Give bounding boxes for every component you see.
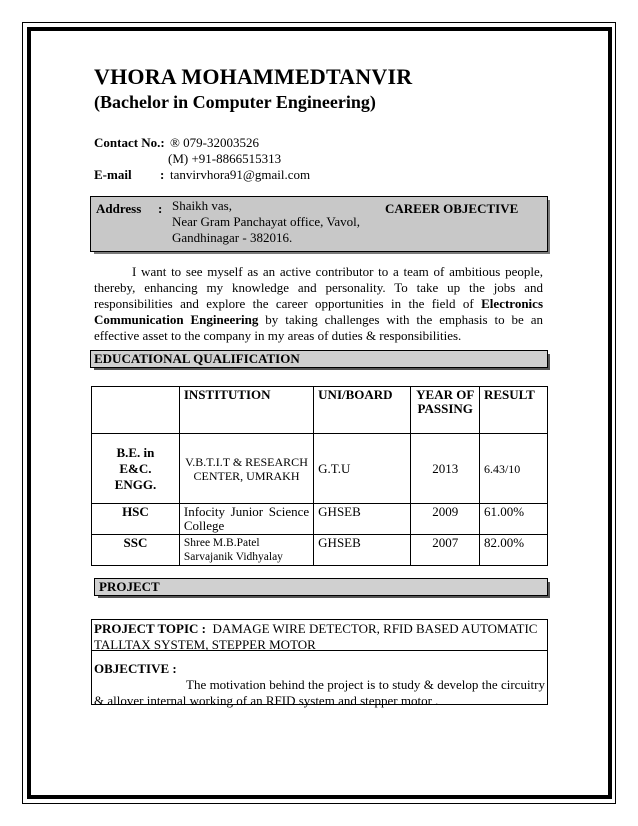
email-value[interactable]: tanvirvhora91@gmail.com bbox=[170, 167, 311, 182]
table-cell-year: 2013 bbox=[411, 434, 480, 504]
address-colon: : bbox=[158, 201, 163, 216]
project-topic bbox=[94, 621, 539, 653]
contact-phone-2: (M) +91-8866515313 bbox=[168, 151, 282, 166]
table-row bbox=[92, 535, 548, 566]
address-label: Address bbox=[96, 201, 142, 216]
table-cell-board: G.T.U bbox=[314, 434, 411, 504]
table-cell-degree: B.E. in E&C. ENGG. bbox=[92, 434, 180, 504]
table-cell-degree: HSC bbox=[92, 504, 180, 535]
table-header-result: RESULT bbox=[479, 387, 547, 434]
table-cell-degree: SSC bbox=[92, 535, 180, 566]
address-line-1: Shaikh vas, bbox=[172, 198, 232, 213]
project-topic-text: DAMAGE WIRE DETECTOR, RFID BASED AUTOMATIC TALLTAX SYSTEM, STEPPER MOTOR bbox=[94, 621, 538, 652]
table-row bbox=[92, 434, 548, 504]
table-header-cell bbox=[92, 387, 180, 434]
career-text-part-2: by taking challenges with the emphasis to be an effective asset to the company in my areas of duties & responsibilities. bbox=[94, 312, 543, 343]
table-cell-year: 2009 bbox=[411, 504, 480, 535]
table-cell-institution: Shree M.B.Patel Sarvajanik Vidhyalay bbox=[179, 535, 313, 566]
candidate-degree: (Bachelor in Computer Engineering) bbox=[94, 92, 376, 112]
table-cell-board: GHSEB bbox=[314, 504, 411, 535]
table-row bbox=[92, 504, 548, 535]
table-cell-result: 6.43/10 bbox=[479, 434, 547, 504]
address-line-2: Near Gram Panchayat office, Vavol, bbox=[172, 214, 360, 229]
project-topic-label: PROJECT TOPIC : bbox=[94, 621, 206, 636]
table-cell-institution: V.B.T.I.T & RESEARCH CENTER, UMRAKH bbox=[179, 434, 313, 504]
project-heading-bar bbox=[94, 578, 548, 596]
project-objective-content: The motivation behind the project is to study & develop the circuitry & allover internal working of an RFID system and stepper motor . bbox=[94, 677, 545, 708]
table-header-board: UNI/BOARD bbox=[314, 387, 411, 434]
table-cell-year: 2007 bbox=[411, 535, 480, 566]
education-heading: EDUCATIONAL QUALIFICATION bbox=[94, 351, 300, 366]
education-table bbox=[91, 386, 548, 566]
table-header-institution: INSTITUTION bbox=[179, 387, 313, 434]
table-header-year: YEAR OF PASSING bbox=[411, 387, 480, 434]
project-objective-text bbox=[94, 677, 545, 709]
table-cell-result: 61.00% bbox=[479, 504, 547, 535]
candidate-name: VHORA MOHAMMEDTANVIR bbox=[94, 64, 413, 89]
project-objective-label: OBJECTIVE : bbox=[94, 661, 177, 676]
career-text-part-1: I want to see myself as an active contributor to a team of ambitious people, thereby, enhancing my knowledge and personality. To take up the jobs and responsibilities and explore the career opportunities in the field of bbox=[94, 264, 543, 311]
email-label: E-mail bbox=[94, 167, 132, 182]
email-colon: : bbox=[160, 167, 165, 182]
project-heading: PROJECT bbox=[99, 579, 160, 594]
address-line-3: Gandhinagar - 382016. bbox=[172, 230, 293, 245]
career-objective-text bbox=[94, 264, 543, 344]
table-header-row bbox=[92, 387, 548, 434]
contact-phone-1: ® 079-32003526 bbox=[170, 135, 259, 150]
table-cell-institution: Infocity Junior Science College bbox=[179, 504, 313, 535]
contact-label: Contact No.: bbox=[94, 135, 165, 150]
table-cell-result: 82.00% bbox=[479, 535, 547, 566]
table-cell-board: GHSEB bbox=[314, 535, 411, 566]
career-text-bold: Electronics Communication Engineering bbox=[94, 296, 543, 327]
career-objective-heading: CAREER OBJECTIVE bbox=[385, 201, 519, 216]
